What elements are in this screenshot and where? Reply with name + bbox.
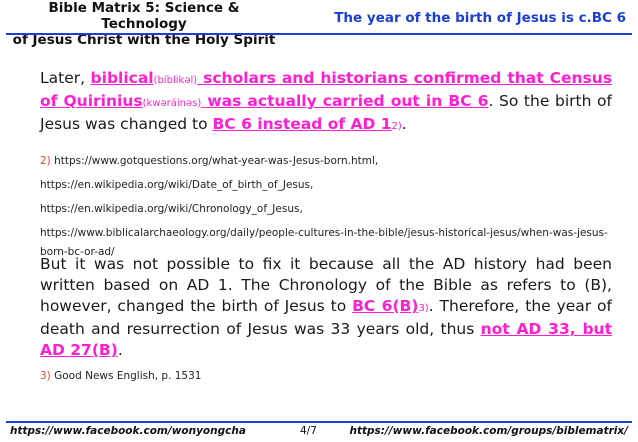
pronunciation-biblical: (bíblikəl)	[153, 75, 198, 86]
reference-source: Good News English, p. 1531	[50, 370, 202, 382]
references-2	[40, 152, 612, 262]
pronunciation-quirinius: (kwəráinəs)	[142, 98, 202, 109]
para1-text-3: .	[401, 115, 407, 133]
highlight-ad27b: not AD 33, but AD 27(B)	[40, 320, 612, 359]
para1-text-1: Later,	[40, 69, 91, 87]
slide-subtitle: The year of the birth of Jesus is c.BC 6	[334, 10, 626, 26]
title-line-2: of Jesus Christ with the Holy Spirit	[12, 32, 276, 48]
highlight-bc6b: BC 6(B)	[352, 297, 419, 315]
page-number: 4/7	[300, 425, 317, 437]
para2-text-2: . Therefore, the year of death and resurrection of Jesus was 33 years old, thus	[40, 297, 612, 338]
reference-url[interactable]: https://www.biblicalarchaeology.org/daily/people-cultures-in-the-bible/jesus-historical-jesus/when-was-jesus-born-bc-or-ad/	[40, 227, 608, 258]
reference-marker-2: 2)	[391, 121, 402, 132]
paragraph-chronology	[40, 254, 612, 361]
highlight-bc6-census: was actually carried out in BC 6	[201, 92, 489, 110]
footer-link-left[interactable]: https://www.facebook.com/wonyongcha	[10, 425, 246, 437]
reference-url[interactable]: https://www.gotquestions.org/what-year-was-Jesus-born.html,	[50, 155, 379, 167]
paragraph-census	[40, 68, 612, 137]
reference-marker-3: 3)	[418, 303, 429, 314]
reference-number: 2)	[40, 155, 51, 167]
reference-url[interactable]: https://en.wikipedia.org/wiki/Date_of_birth_of_Jesus,	[40, 179, 314, 191]
highlight-scholars: scholars and historians confirmed that Census of Quirinius	[40, 69, 612, 110]
reference-number: 3)	[40, 370, 51, 382]
references-3	[40, 367, 612, 386]
highlight-biblical: biblical	[90, 69, 154, 87]
reference-url[interactable]: https://en.wikipedia.org/wiki/Chronology_of_Jesus,	[40, 203, 303, 215]
title-line-1: Bible Matrix 5: Science & Technology	[48, 0, 240, 32]
header-divider	[6, 33, 632, 35]
para2-text-3: .	[117, 341, 123, 359]
footer-divider	[6, 421, 632, 423]
para1-text-2: . So the birth of Jesus was changed to	[40, 92, 612, 133]
page-title	[8, 0, 280, 48]
reference-line	[40, 152, 612, 171]
highlight-bc6-instead: BC 6 instead of AD 1	[212, 115, 392, 133]
footer-link-right[interactable]: https://www.facebook.com/groups/biblematrix/	[349, 425, 628, 437]
para2-text-1: But it was not possible to fix it because all the AD history had been written based on AD 1. The Chronology of the Bible as refers to (B), however, changed the birth of Jesus to	[40, 255, 612, 315]
